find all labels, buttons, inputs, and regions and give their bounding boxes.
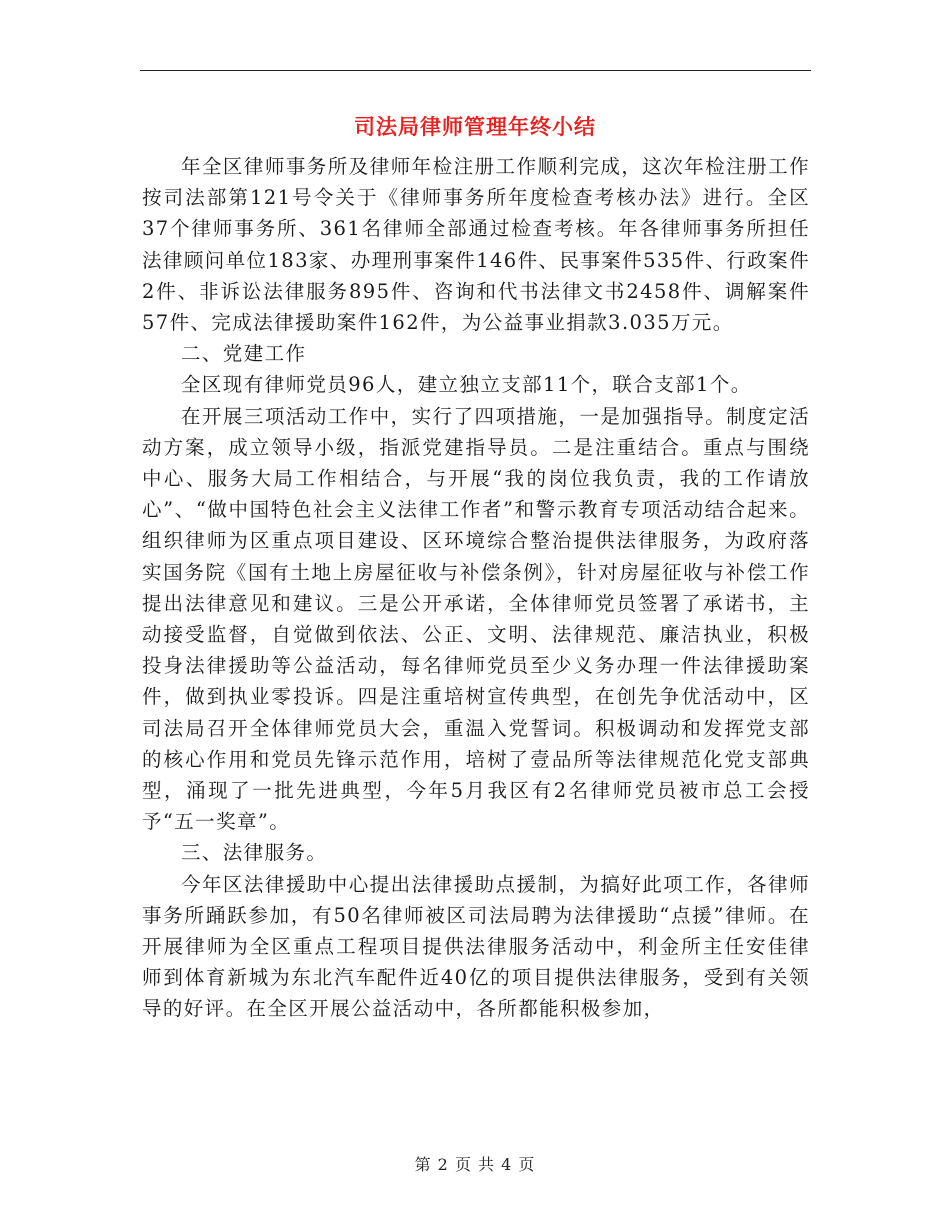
page-number: 第 2 页 共 4 页 — [414, 1155, 536, 1174]
document-body — [142, 151, 810, 1025]
section-heading-party-building: 二、党建工作 — [181, 342, 307, 366]
header-rule — [140, 70, 811, 71]
paragraph-legal-aid: 今年区法律援助中心提出法律援助点援制，为搞好此项工作，各律师事务所踊跃参加，有50名律师被区司法局聘为法律援助“点援”律师。在开展律师为全区重点工程项目提供法律服务活动中，利金所主任安佳律师到体育新城为东北汽车配件近40亿的项目提供法律服务，受到有关领导的好评。在全区开展公益活动中，各所都能积极参加， — [142, 872, 810, 1021]
section-heading-legal-services: 三、法律服务。 — [181, 841, 328, 865]
paragraph-four-measures: 在开展三项活动工作中，实行了四项措施，一是加强指导。制度定活动方案，成立领导小级，指派党建指导员。二是注重结合。重点与围绕中心、服务大局工作相结合，与开展“我的岗位我负责，我的工作请放心”、“做中国特色社会主义法律工作者”和警示教育专项活动结合起来。组织律师为区重点项目建设、区环境综合整治提供法律服务，为政府落实国务院《国有土地上房屋征收与补偿条例》，针对房屋征收与补偿工作提出法律意见和建议。三是公开承诺，全体律师党员签署了承诺书，主动接受监督，自觉做到依法、公正、文明、法律规范、廉洁执业，积极投身法律援助等公益活动，每名律师党员至少义务办理一件法律援助案件，做到执业零投诉。四是注重培树宣传典型，在创先争优活动中，区司法局召开全体律师党员大会，重温入党誓词。积极调动和发挥党支部的核心作用和党员先锋示范作用，培树了壹品所等法律规范化党支部典型，涌现了一批先进典型，今年5月我区有2名律师党员被市总工会授予“五一奖章”。 — [142, 404, 810, 834]
paragraph-annual-inspection: 年全区律师事务所及律师年检注册工作顺利完成，这次年检注册工作按司法部第121号令关于《律师事务所年度检查考核办法》进行。全区37个律师事务所、361名律师全部通过检查考核。年各律师事务所担任法律顾问单位183家、办理刑事案件146件、民事案件535件、行政案件2件、非诉讼法律服务895件、咨询和代书法律文书2458件、调解案件57件、完成法律援助案件162件，为公益事业捐款3.035万元。 — [142, 155, 810, 335]
paragraph-party-members: 全区现有律师党员96人，建立独立支部11个，联合支部1个。 — [181, 373, 752, 397]
document-title: 司法局律师管理年终小结 — [354, 115, 596, 139]
